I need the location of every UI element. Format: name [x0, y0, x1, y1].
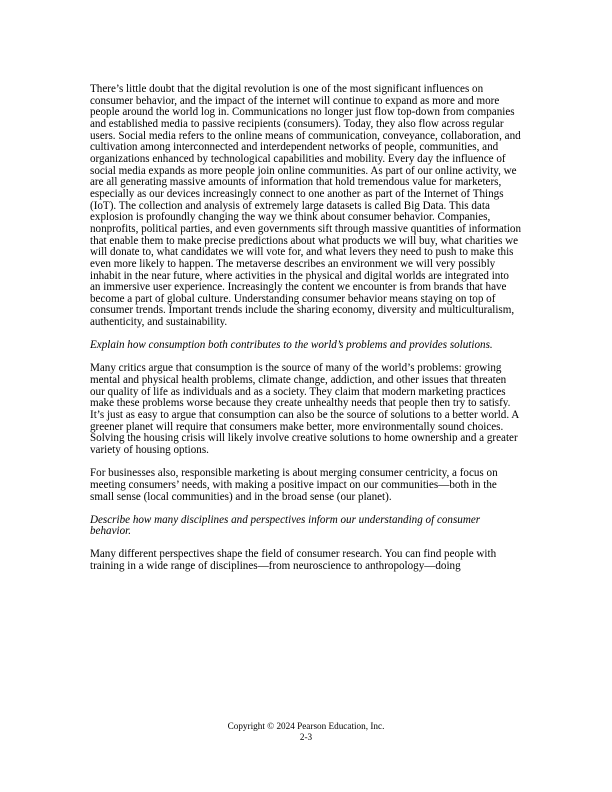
page-number: 2-3 [299, 732, 313, 742]
document-body [90, 84, 522, 573]
paragraph-critics-consumption: Many critics argue that consumption is the source of many of the world’s problems: growing mental and physical health problems, climate change, addiction, and other issues that threaten our quality of life as individuals and as a society. They claim that modern marketing practices make these problems worse because they create unhealthy needs that people then try to satisfy. It’s just as easy to argue that consumption can also be the source of solutions to a better world. A greener planet will require that consumers make better, more environmentally sound choices. Solving the housing crisis will likely involve creative solutions to home ownership and a greater variety of housing options. [90, 362, 519, 457]
paragraph-digital-revolution: There’s little doubt that the digital revolution is one of the most significant influences on consumer behavior, and the impact of the internet will continue to expand as more and more people around the world log in. Communications no longer just flow top-down from companies and established media to passive recipients (consumers). Today, they also flow across regular users. Social media refers to the online means of communication, conveyance, collaboration, and cultivation among interconnected and interdependent networks of people, communities, and organizations enhanced by technological capabilities and mobility. Every day the influence of social media expands as more people join online communities. As part of our online activity, we are all generating massive amounts of information that hold tremendous value for marketers, especially as our devices increasingly connect to one another as part of the Internet of Things (IoT). The collection and analysis of extremely large datasets is called Big Data. This data explosion is profoundly changing the way we think about consumer behavior. Companies, nonprofits, political parties, and even governments sift through massive quantities of information that enable them to make precise predictions about what products we will buy, what charities we will donate to, what candidates we will vote for, and what levers they need to push to make this even more likely to happen. The metaverse describes an environment we will very possibly inhabit in the near future, where activities in the physical and digital worlds are integrated into an immersive user experience. Increasingly the content we encounter is from brands that have become a part of global culture. Understanding consumer behavior means staying on top of consumer trends. Important trends include the sharing economy, diversity and multiculturalism, authenticity, and sustainability. [90, 83, 522, 329]
page-footer [0, 721, 612, 743]
paragraph-responsible-marketing: For businesses also, responsible marketing is about merging consumer centricity, a focus on meeting consumers’ needs, with making a positive impact on our communities—both in the small sense (local communities) and in the broad sense (our planet). [90, 467, 498, 503]
objective-consumption-problems: Explain how consumption both contributes to the world’s problems and provides solutions. [90, 339, 493, 352]
objective-disciplines-perspectives: Describe how many disciplines and perspectives inform our understanding of consumer behavior. [90, 513, 481, 538]
copyright-notice: Copyright © 2024 Pearson Education, Inc. [227, 721, 385, 731]
paragraph-perspectives: Many different perspectives shape the field of consumer research. You can find people with training in a wide range of disciplines—from neuroscience to anthropology—doing [90, 548, 497, 573]
